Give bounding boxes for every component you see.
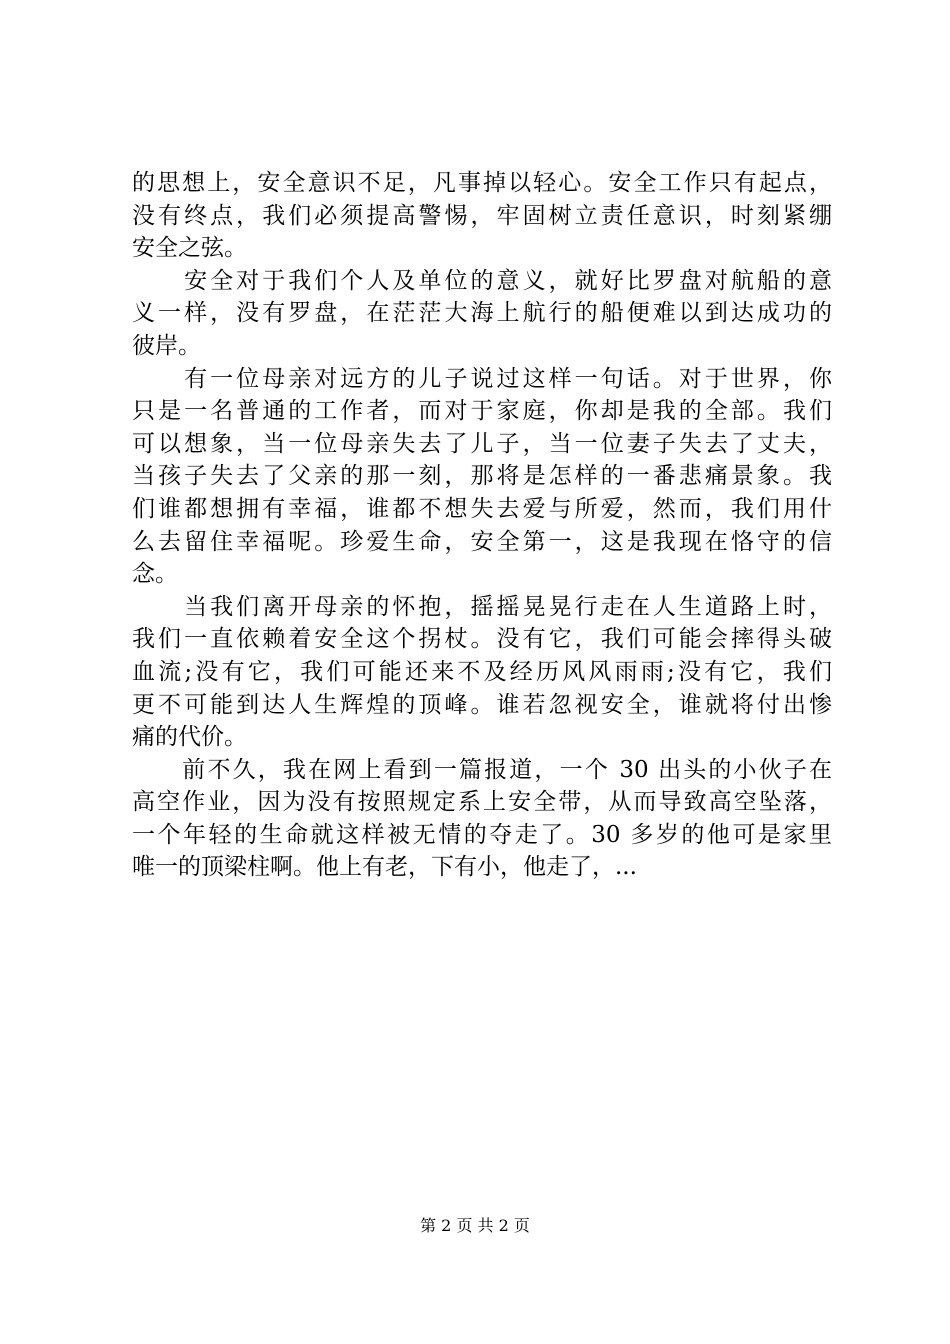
text-line: 的思想上，安全意识不足，凡事掉以轻心。安全工作只有起点， xyxy=(132,170,832,196)
text-line: 们谁都想拥有幸福，谁都不想失去爱与所爱，然而，我们用什 xyxy=(132,495,832,522)
text-line: 血流;没有它，我们可能还来不及经历风风雨雨;没有它，我们 xyxy=(132,658,832,685)
text-line: 彼岸。 xyxy=(132,332,201,359)
text-line: 当孩子失去了父亲的那一刻，那将是怎样的一番悲痛景象。我 xyxy=(132,463,832,490)
text-line: 前不久，我在网上看到一篇报道，一个 30 出头的小伙子在 xyxy=(132,756,832,783)
text-line: 一个年轻的生命就这样被无情的夺走了。30 多岁的他可是家里 xyxy=(132,821,832,848)
text-line: 唯一的顶梁柱啊。他上有老，下有小，他走了，... xyxy=(132,854,637,881)
text-line: 高空作业，因为没有按照规定系上安全带，从而导致高空坠落， xyxy=(132,789,832,816)
text-line: 么去留住幸福呢。珍爱生命，安全第一，这是我现在恪守的信 xyxy=(132,528,832,555)
text-line: 没有终点，我们必须提高警惕，牢固树立责任意识，时刻紧绷 xyxy=(132,202,832,229)
text-line: 安全之弦。 xyxy=(132,235,247,262)
text-line: 当我们离开母亲的怀抱，摇摇晃晃行走在人生道路上时， xyxy=(132,593,832,620)
text-line: 可以想象，当一位母亲失去了儿子，当一位妻子失去了丈夫， xyxy=(132,430,832,457)
document-body xyxy=(132,167,832,884)
text-line: 义一样，没有罗盘，在茫茫大海上航行的船便难以到达成功的 xyxy=(132,300,832,327)
text-line: 痛的代价。 xyxy=(132,724,247,751)
text-line: 更不可能到达人生辉煌的顶峰。谁若忽视安全，谁就将付出惨 xyxy=(132,691,832,718)
text-line: 念。 xyxy=(132,561,178,588)
text-line: 只是一名普通的工作者，而对于家庭，你却是我的全部。我们 xyxy=(132,398,832,425)
page-footer: 第 2 页 共 2 页 xyxy=(420,1216,530,1235)
text-line: 安全对于我们个人及单位的意义，就好比罗盘对航船的意 xyxy=(132,267,832,294)
text-line: 我们一直依赖着安全这个拐杖。没有它，我们可能会摔得头破 xyxy=(132,626,832,653)
text-line: 有一位母亲对远方的儿子说过这样一句话。对于世界，你 xyxy=(132,365,832,392)
